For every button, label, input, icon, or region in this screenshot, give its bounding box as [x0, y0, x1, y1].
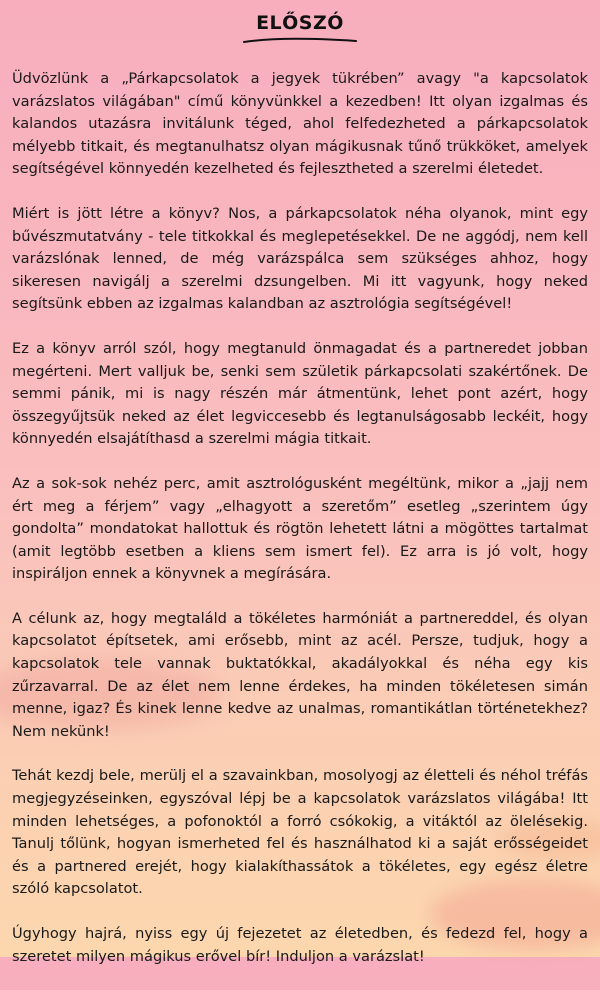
title-underline-decoration [240, 36, 360, 46]
document-page [12, 0, 588, 990]
paragraph: Ez a könyv arról szól, hogy megtanuld önmagadat és a partneredet jobban megérteni. Mert valljuk be, senki sem születik párkapcsolati szakértőnek. De semmi pánik, mi is nagy részén már átmentünk, lehet pont azért, hogy összegyűjtsük neked az élet legviccesebb és legtanulságosabb leckéit, hogy könnyedén elsajátíthasd a szerelmi mágia titkait. [12, 339, 588, 448]
paragraph: Az a sok-sok nehéz perc, amit asztrológusként megéltünk, mikor a „jajj nem ért meg a férjem” vagy „elhagyott a szeretőm” esetleg „szerintem úgy gondolta” mondatokat hallottuk és rögtön lehetett látni a mögöttes tartalmat (amit legtöbb esetben a kliens sem ismert fel). Ez arra is jó volt, hogy inspiráljon ennek a könyvnek a megírására. [12, 474, 588, 583]
paragraph: Miért is jött létre a könyv? Nos, a párkapcsolatok néha olyanok, mint egy bűvészmutatvány - tele titkokkal és meglepetésekkel. De ne aggódj, nem kell varázslónak lenned, de még varázspálca sem szükséges ahhoz, hogy sikeresen navigálj a szerelmi dzsungelben. Mi itt vagyunk, hogy neked segítsünk ebben az izgalmas kalandban az asztrológia segítségével! [12, 204, 588, 313]
paragraph: Úgyhogy hajrá, nyiss egy új fejezetet az életedben, és fedezd fel, hogy a szeretet milyen mágikus erővel bír! Induljon a varázslat! [12, 925, 588, 965]
title-block [12, 0, 588, 58]
paragraph: Tehát kezdj bele, merülj el a szavainkban, mosolyogj az életteli és néhol tréfás megjegyzéseinken, egyszóval lépj be a kapcsolatok varázslatos világába! Itt minden lehetséges, a pofonoktól a forró csókokig, a vitáktól az ölelésekig. Tanulj tőlünk, hogyan ismerheted fel és használhatod ki a saját erősségeidet és a partnered erejét, hogy kialakíthassátok a tökéletes, egy egész életre szóló kapcsolatot. [12, 767, 588, 898]
page-title: ELŐSZÓ [256, 12, 344, 34]
paragraph: Üdvözlünk a „Párkapcsolatok a jegyek tükrében” avagy "a kapcsolatok varázslatos világában" című könyvünkkel a kezedben! Itt olyan izgalmas és kalandos utazásra invitálunk téged, ahol felfedezheted a párkapcsolatok mélyebb titkait, és megtanulhatsz olyan mágikusnak tűnő trükköket, amelyek segítségével könnyedén kezelheted és fejlesztheted a szerelmi életedet. [12, 70, 588, 178]
paragraph: A célunk az, hogy megtaláld a tökéletes harmóniát a partnereddel, és olyan kapcsolatot építsetek, ami erősebb, mint az acél. Persze, tudjuk, hogy a kapcsolatok tele vannak buktatókkal, akadályokkal és néha egy kis zűrzavarral. De az élet nem lenne érdekes, ha minden tökéletesen simán menne, igaz? És kinek lenne kedve az unalmas, romantikátlan történetekhez? Nem nekünk! [12, 609, 588, 740]
